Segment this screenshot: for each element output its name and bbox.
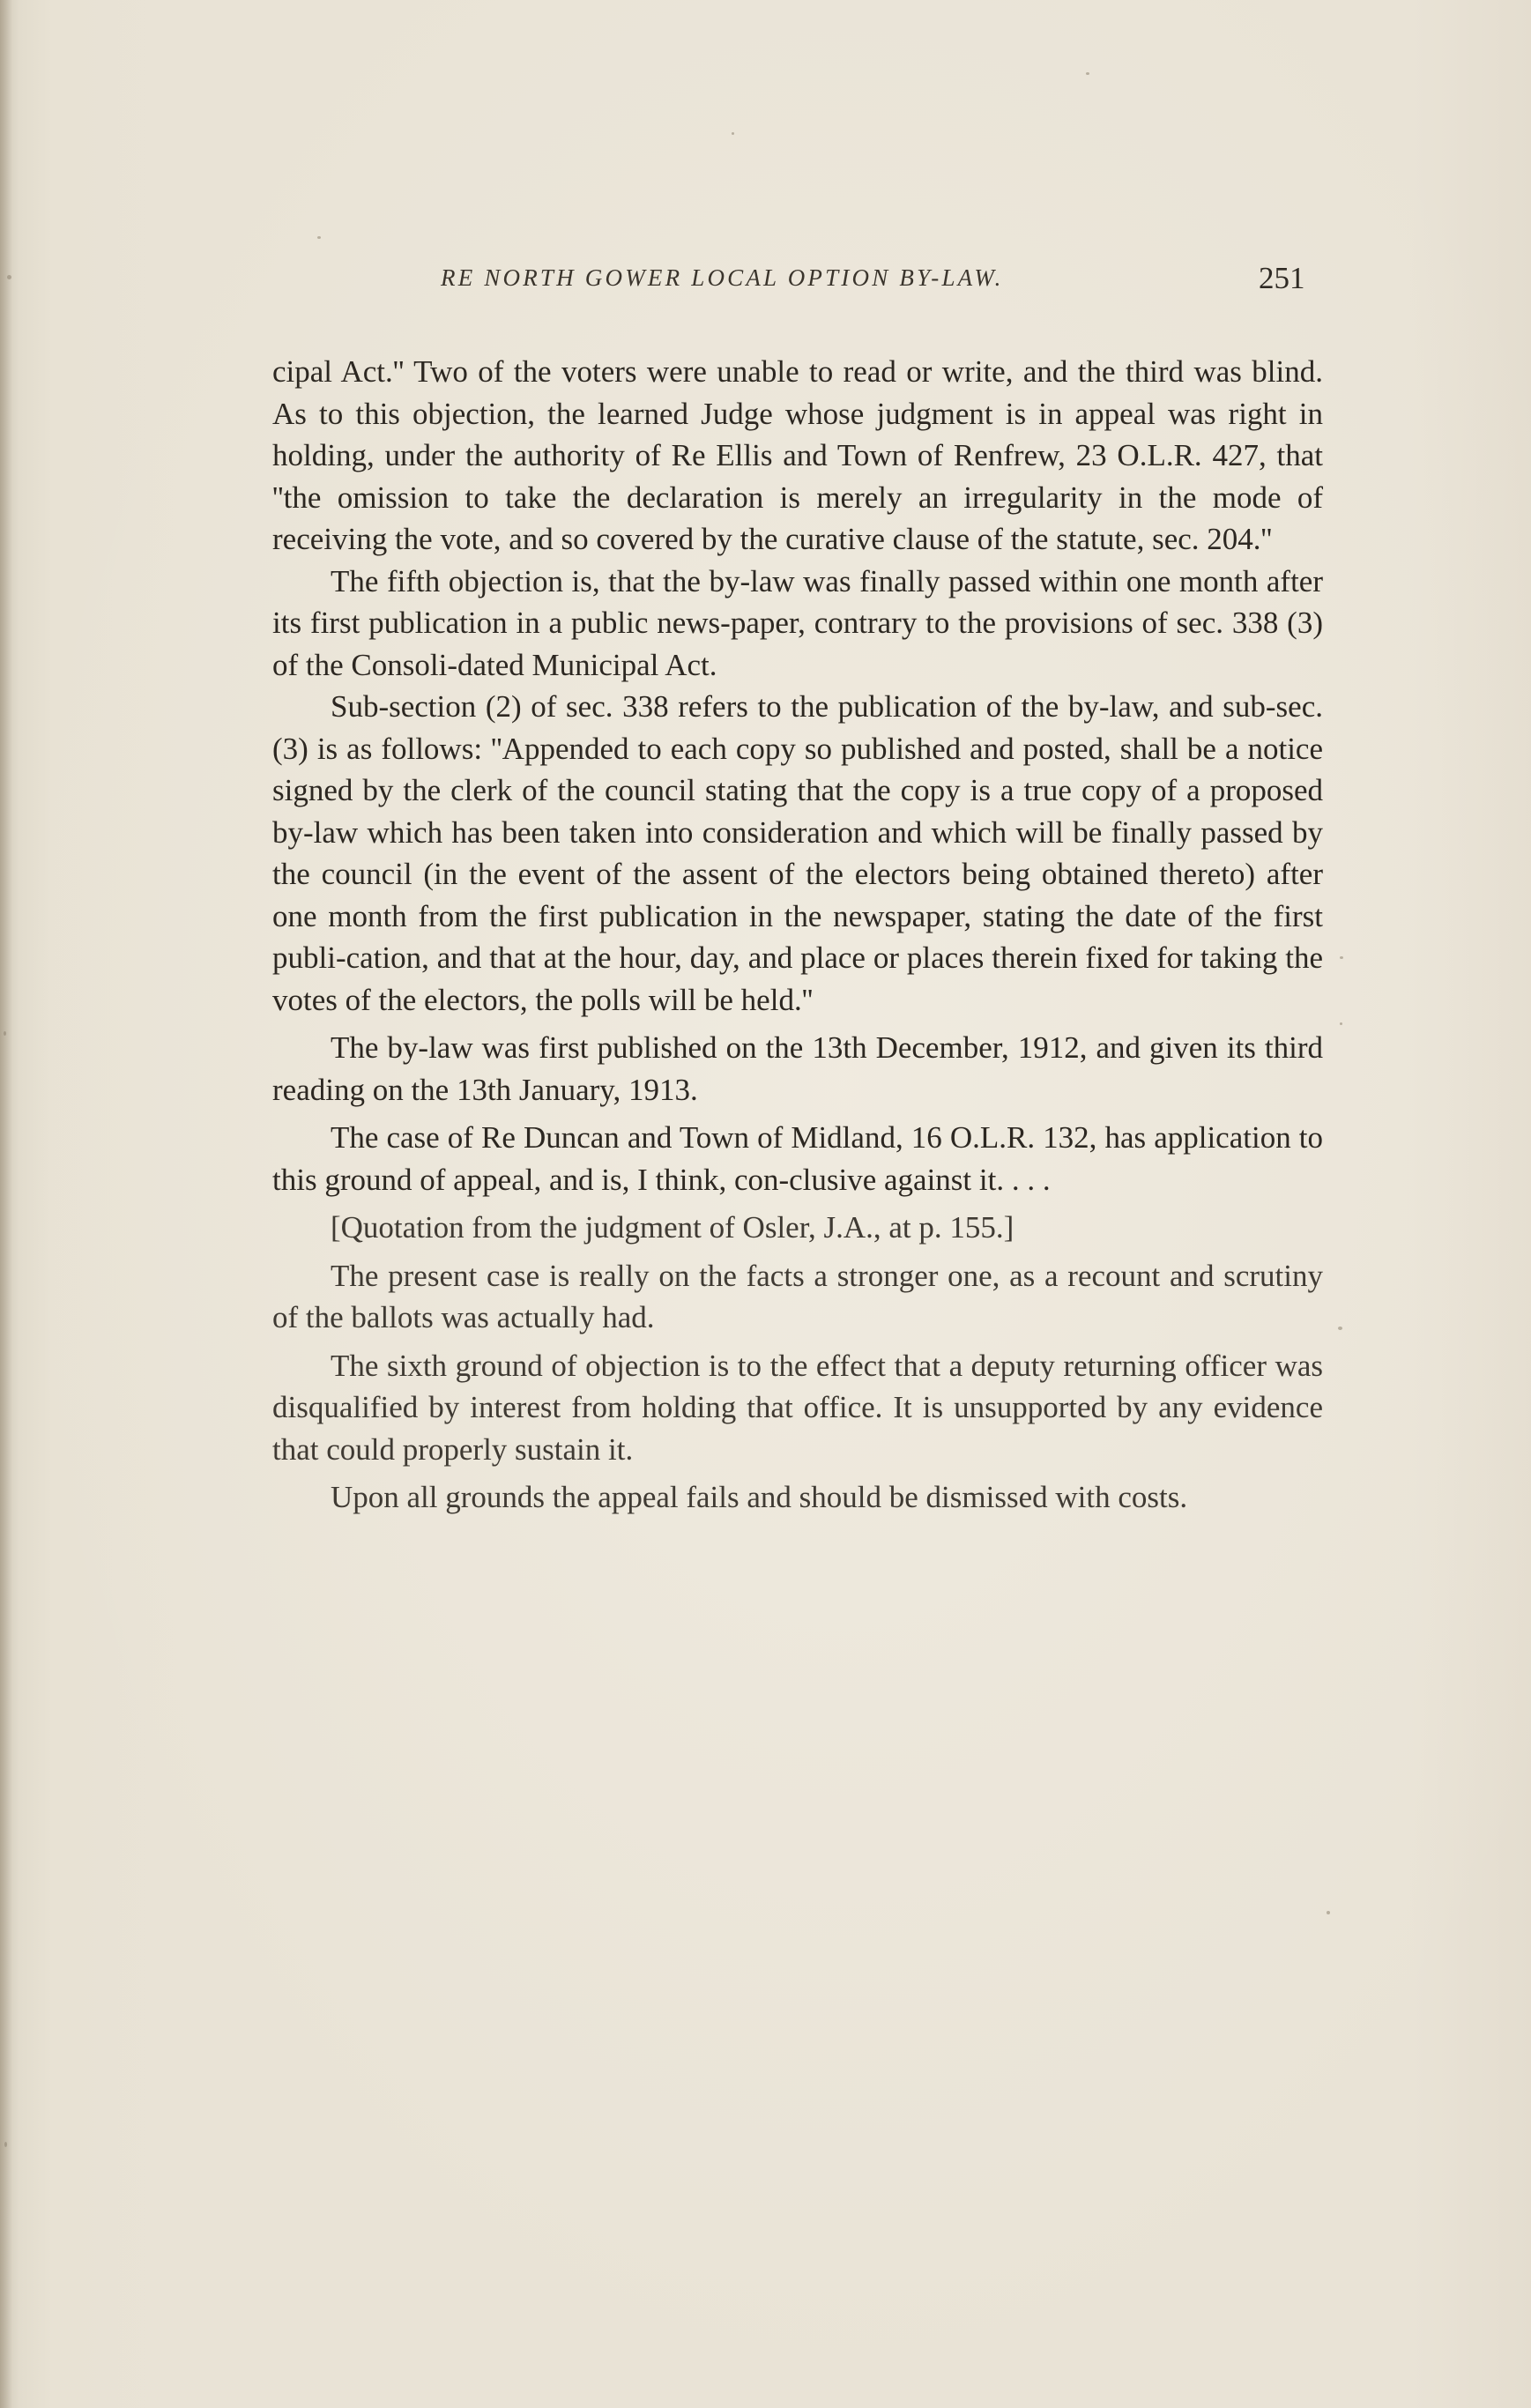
paper-speck <box>1086 72 1089 75</box>
paper-speck <box>1338 1327 1342 1330</box>
paper-speck <box>732 132 734 135</box>
paragraph: The sixth ground of objection is to the effect that a deputy returning officer was disqualified by interest from holding that office. It is unsupported by any evidence that could properly sustain it. <box>272 1348 1323 1467</box>
quotation-note: [Quotation from the judgment of Osler, J.A., at p. 155.] <box>331 1210 1014 1245</box>
paragraph: Upon all grounds the appeal fails and should be dismissed with costs. <box>331 1480 1188 1514</box>
body-text <box>272 351 1323 1519</box>
binding-gutter-shadow <box>0 0 12 2408</box>
paragraph: The fifth objection is, that the by-law was finally passed within one month after its first publication in a public news-paper, contrary to the provisions of sec. 338 (3) of the Consoli-dated Municipal Act. <box>272 563 1323 682</box>
paragraph: cipal Act.'' Two of the voters were unable to read or write, and the third was blind. As to this objection, the learned Judge whose judgment is in appeal was right in holding, under the authority of Re Ellis and Town of Renfrew, 23 O.L.R. 427, that ''the omission to take the declaration is merely an irregularity in the mode of receiving the vote, and so covered by the curative clause of the statute, sec. 204.'' <box>272 354 1323 556</box>
paper-speck <box>1327 1911 1330 1914</box>
paragraph: The case of Re Duncan and Town of Midland, 16 O.L.R. 132, has application to this ground of appeal, and is, I think, con-clusive against it. . . . <box>272 1120 1323 1197</box>
paper-speck <box>1340 1022 1342 1025</box>
paragraph: The present case is really on the facts a stronger one, as a recount and scrutiny of the ballots was actually had. <box>272 1258 1323 1334</box>
paragraph: Sub-section (2) of sec. 338 refers to the publication of the by-law, and sub-sec. (3) is as follows: ''Appended to each copy so published and posted, shall be a notice signed by the clerk of the council stating that the copy is a true copy of a proposed by-law which has been taken into consideration and which will be finally passed by the council (in the event of the assent of the electors being obtained thereto) after one month from the first publication in the newspaper, stating the date of the first publi-cation, and that at the hour, day, and place or places therein fixed for taking the votes of the electors, the polls will be held.'' <box>272 689 1323 1017</box>
page-number: 251 <box>1259 261 1305 295</box>
paper-speck <box>4 2142 7 2147</box>
paper-speck <box>4 1031 6 1036</box>
paper-speck <box>7 275 11 279</box>
running-head <box>264 261 1322 317</box>
running-title: RE NORTH GOWER LOCAL OPTION BY-LAW. <box>441 264 1004 291</box>
paper-speck <box>1340 956 1343 959</box>
paper-speck <box>317 236 321 239</box>
paragraph: The by-law was first published on the 13th December, 1912, and given its third reading on the 13th January, 1913. <box>272 1030 1323 1107</box>
